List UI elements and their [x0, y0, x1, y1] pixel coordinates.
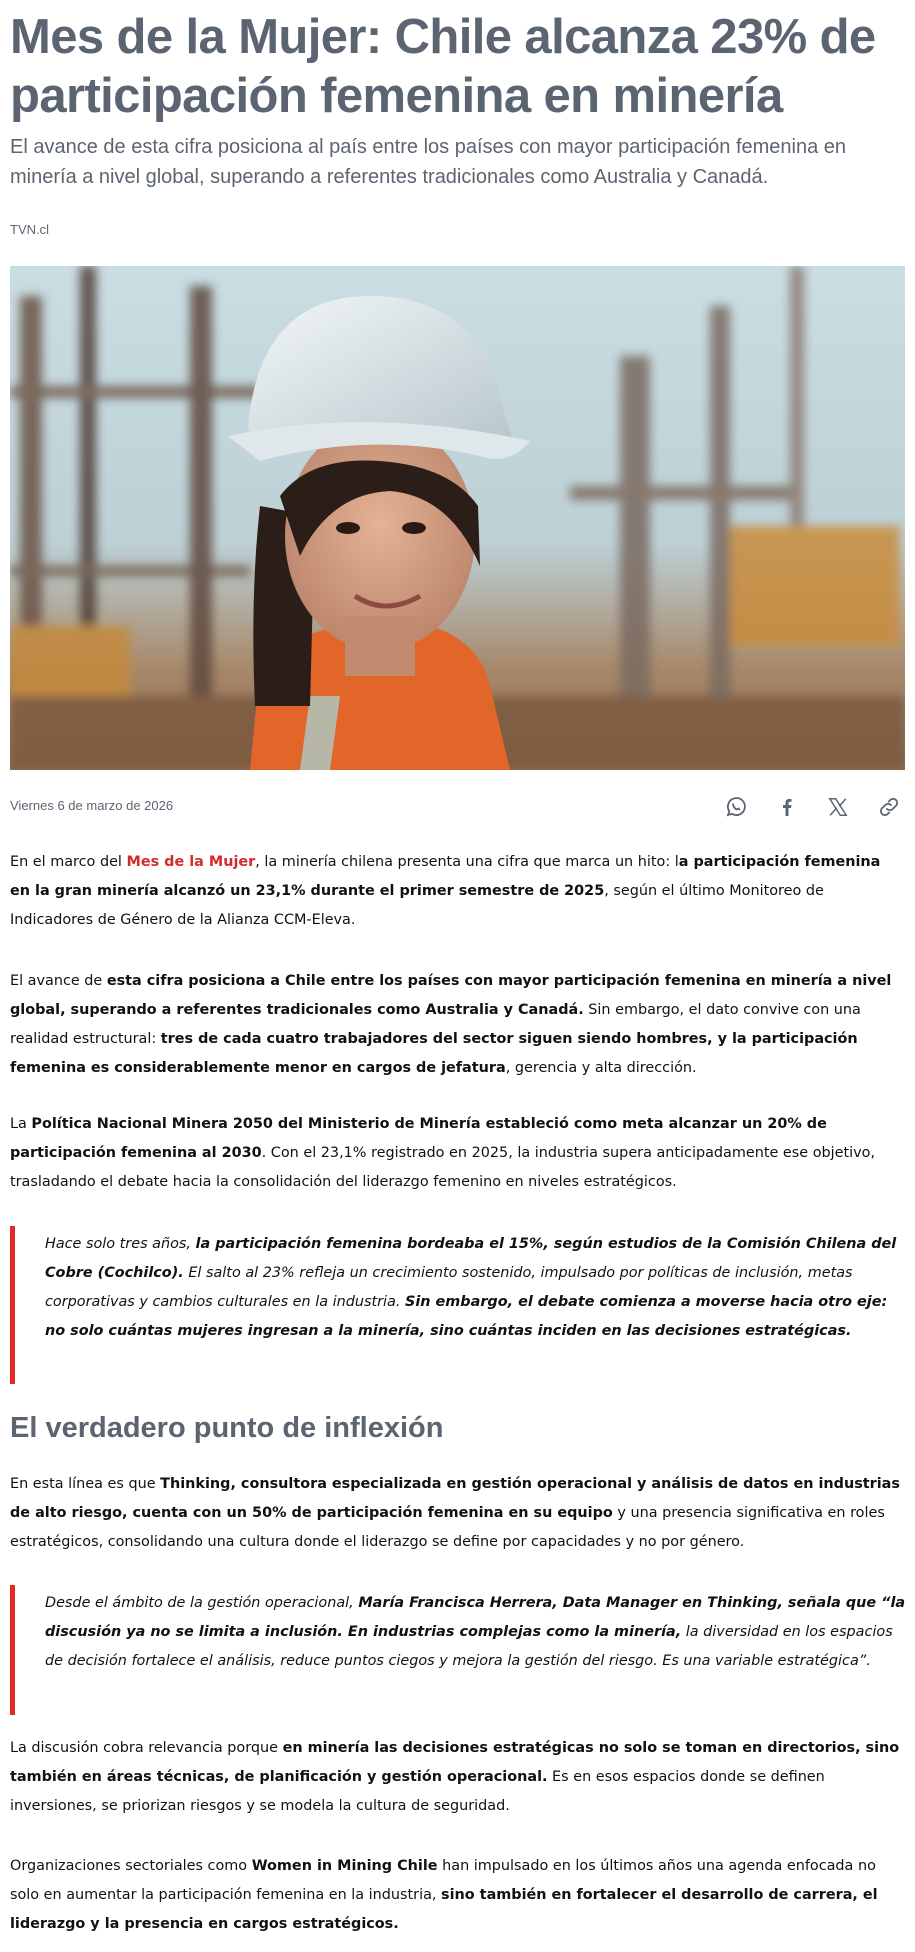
- blockquote-1: Hace solo tres años, la participación femenina bordeaba el 15%, según estudios de la Comisión Chilena del Cobre (Cochilco). El salto al 23% refleja un crecimiento sostenido, impulsado por políticas de inclusión, metas corporativas y cambios culturales en la industria. Sin embargo, el debate comienza a moverse hacia otro eje: no solo cuántas mujeres ingresan a la minería, sino cuántas inciden en las decisiones estratégicas.: [10, 1226, 910, 1384]
- whatsapp-icon[interactable]: [719, 790, 752, 823]
- article-source[interactable]: TVN.cl: [10, 222, 49, 237]
- link-icon[interactable]: [872, 790, 905, 823]
- blockquote-2: Desde el ámbito de la gestión operacional, María Francisca Herrera, Data Manager en Thinking, señala que “la discusión ya no se limita a inclusión. En industrias complejas como la minería, la diversidad en los espacios de decisión fortalece el análisis, reduce puntos ciegos y mejora la gestión del riesgo. Es una variable estratégica”.: [10, 1585, 910, 1715]
- article-title: Mes de la Mujer: Chile alcanza 23% de participación femenina en minería: [10, 10, 876, 123]
- section-heading: El verdadero punto de inflexión: [10, 1412, 444, 1444]
- mes-de-la-mujer-link[interactable]: Mes de la Mujer: [126, 854, 256, 870]
- article-subtitle: El avance de esta cifra posiciona al país entre los países con mayor participación femenina en minería a nivel global, superando a referentes tradicionales como Australia y Canadá.: [10, 136, 847, 188]
- hero-image: [10, 266, 905, 770]
- paragraph-3: La Política Nacional Minera 2050 del Ministerio de Minería estableció como meta alcanzar un 20% de participación femenina al 2030. Con el 23,1% registrado en 2025, la industria supera anticipadamente ese objetivo, trasladando el debate hacia la consolidación del liderazgo femenino en niveles estratégicos.: [10, 1116, 876, 1190]
- paragraph-4: En esta línea es que Thinking, consultora especializada en gestión operacional y análisis de datos en industrias de alto riesgo, cuenta con un 50% de participación femenina en su equipo y una presencia significativa en roles estratégicos, consolidando una cultura donde el liderazgo se define por capacidades y no por género.: [10, 1476, 900, 1550]
- paragraph-5: La discusión cobra relevancia porque en minería las decisiones estratégicas no solo se toman en directorios, sino también en áreas técnicas, de planificación y gestión operacional. Es en esos espacios donde se definen inversiones, se priorizan riesgos y se modela la cultura de seguridad.: [10, 1740, 900, 1814]
- paragraph-6: Organizaciones sectoriales como Women in Mining Chile han impulsado en los últimos años una agenda enfocada no solo en aumentar la participación femenina en la industria, sino también en fortalecer el desarrollo de carrera, el liderazgo y la presencia en cargos estratégicos.: [10, 1858, 878, 1932]
- share-bar: [719, 790, 905, 823]
- paragraph-1: En el marco del Mes de la Mujer, la minería chilena presenta una cifra que marca un hito: la participación femenina en la gran minería alcanzó un 23,1% durante el primer semestre de 2025, según el último Monitoreo de Indicadores de Género de la Alianza CCM-Eleva.: [10, 854, 881, 928]
- publish-date: Viernes 6 de marzo de 2026: [10, 798, 174, 813]
- x-icon[interactable]: [821, 790, 854, 823]
- facebook-icon[interactable]: [770, 790, 803, 823]
- paragraph-2: El avance de esta cifra posiciona a Chile entre los países con mayor participación femenina en minería a nivel global, superando a referentes tradicionales como Australia y Canadá. Sin embargo, el dato convive con una realidad estructural: tres de cada cuatro trabajadores del sector siguen siendo hombres, y la participación femenina es considerablemente menor en cargos de jefatura, gerencia y alta dirección.: [10, 973, 892, 1076]
